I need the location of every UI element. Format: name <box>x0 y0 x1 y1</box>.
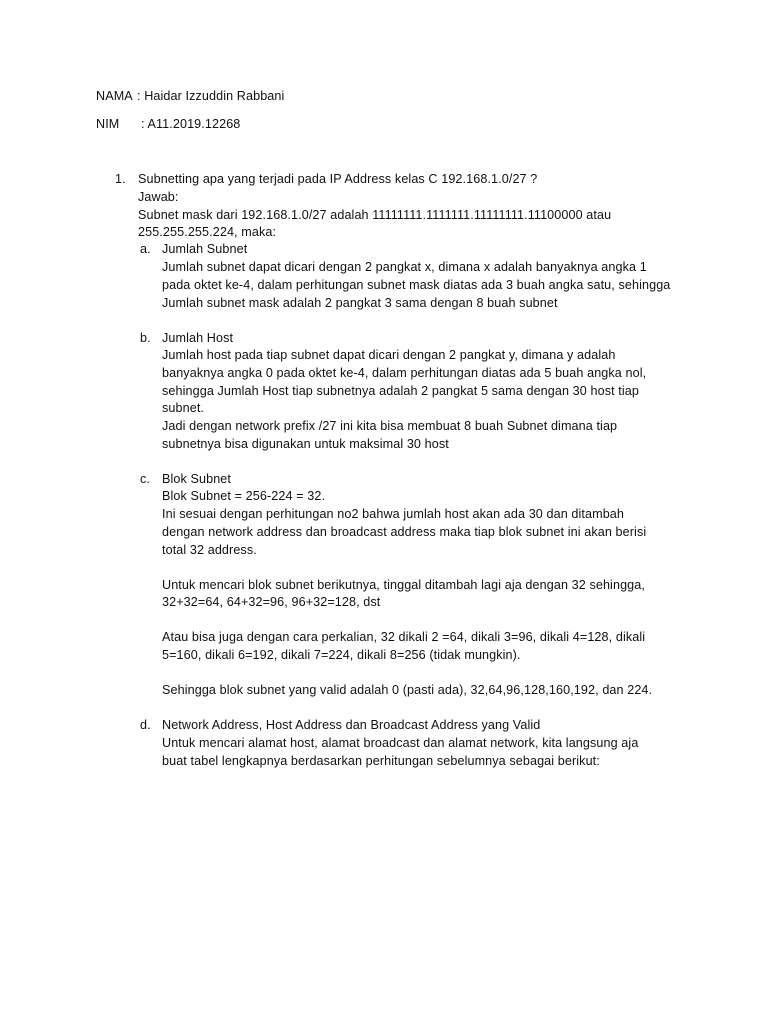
section-a-line: Jumlah subnet dapat dicari dengan 2 pangkat x, dimana x adalah banyaknya angka 1 <box>162 260 647 274</box>
section-b-line: sehingga Jumlah Host tiap subnetnya adalah 2 pangkat 5 sama dengan 30 host tiap <box>162 384 639 398</box>
section-c-title: Blok Subnet <box>162 472 232 486</box>
section-b-line: Jadi dengan network prefix /27 ini kita bisa membuat 8 buah Subnet dimana tiap <box>162 419 618 433</box>
section-a-line: Jumlah subnet mask adalah 2 pangkat 3 sama dengan 8 buah subnet <box>162 296 558 310</box>
nama-value: : Haidar Izzuddin Rabbani <box>137 89 285 103</box>
section-c-para3-line: 5=160, dikali 6=192, dikali 7=224, dikali 8=256 (tidak mungkin). <box>162 648 521 662</box>
section-c-line: total 32 address. <box>162 543 257 557</box>
section-c-line: dengan network address dan broadcast address maka tiap blok subnet ini akan berisi <box>162 525 647 539</box>
section-a-title: Jumlah Subnet <box>162 242 248 256</box>
section-c-para2-line: Untuk mencari blok subnet berikutnya, tinggal ditambah lagi aja dengan 32 sehingga, <box>162 578 645 592</box>
section-c-letter: c. <box>140 472 150 486</box>
section-b-letter: b. <box>140 331 151 345</box>
section-d-title: Network Address, Host Address dan Broadcast Address yang Valid <box>162 718 541 732</box>
section-c-para2-line: 32+32=64, 64+32=96, 96+32=128, dst <box>162 595 381 609</box>
nim-label: NIM <box>96 117 120 131</box>
question-number: 1. <box>115 172 126 186</box>
section-d-line: buat tabel lengkapnya berdasarkan perhitungan sebelumnya sebagai berikut: <box>162 754 600 768</box>
nama-label: NAMA <box>96 89 133 103</box>
section-d-letter: d. <box>140 718 151 732</box>
section-c-line: Ini sesuai dengan perhitungan no2 bahwa jumlah host akan ada 30 dan ditambah <box>162 507 625 521</box>
section-a-line: pada oktet ke-4, dalam perhitungan subnet mask diatas ada 3 buah angka satu, sehingga <box>162 278 671 292</box>
section-a-letter: a. <box>140 242 151 256</box>
section-b-line: subnetnya bisa digunakan untuk maksimal 30 host <box>162 437 449 451</box>
section-b-line: Jumlah host pada tiap subnet dapat dicari dengan 2 pangkat y, dimana y adalah <box>162 348 616 362</box>
section-b-line: banyaknya angka 0 pada oktet ke-4, dalam perhitungan diatas ada 5 buah angka nol, <box>162 366 647 380</box>
answer-label: Jawab: <box>138 190 179 204</box>
section-c-line: Blok Subnet = 256-224 = 32. <box>162 489 326 503</box>
section-c-para3-line: Atau bisa juga dengan cara perkalian, 32 dikali 2 =64, dikali 3=96, dikali 4=128, dikali <box>162 630 646 644</box>
section-c-para4-line: Sehingga blok subnet yang valid adalah 0 (pasti ada), 32,64,96,128,160,192, dan 224. <box>162 683 653 697</box>
nim-value: : A11.2019.12268 <box>141 117 241 131</box>
intro-line: Subnet mask dari 192.168.1.0/27 adalah 11111111.1111111.11111111.11100000 atau <box>138 208 612 222</box>
intro-line: 255.255.255.224, maka: <box>138 225 277 239</box>
section-b-title: Jumlah Host <box>162 331 234 345</box>
section-d-line: Untuk mencari alamat host, alamat broadcast dan alamat network, kita langsung aja <box>162 736 639 750</box>
section-b-line: subnet. <box>162 401 205 415</box>
question-text: Subnetting apa yang terjadi pada IP Address kelas C 192.168.1.0/27 ? <box>138 172 538 186</box>
